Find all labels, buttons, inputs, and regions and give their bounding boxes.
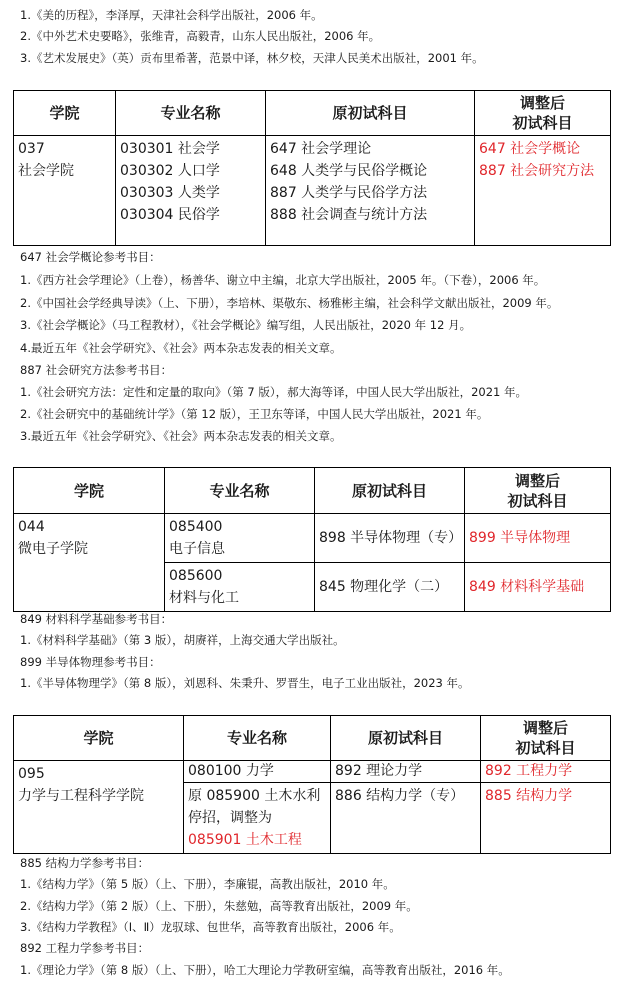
ref-item: 3.《社会学概论》（马工程教材），《社会学概论》编写组，人民出版社，2020 年 12 月。 bbox=[20, 318, 472, 332]
ref-item: 2.《中国社会学经典导读》（上、下册），李培林、渠敬东、杨雅彬主编，社会科学文献出版社，2009 年。 bbox=[20, 296, 559, 310]
header-original: 原初试科目 bbox=[266, 91, 475, 136]
adjusted-cell: 892 工程力学 bbox=[481, 761, 611, 783]
adjusted-cell: 899 半导体物理 bbox=[465, 514, 611, 563]
adjusted-cell: 647 社会学概论 887 社会研究方法 bbox=[475, 136, 611, 246]
header-adjusted: 调整后 初试科目 bbox=[465, 468, 611, 514]
header-major: 专业名称 bbox=[165, 468, 315, 514]
ref-item: 1.《社会研究方法：定性和定量的取向》（第 7 版），郝大海等译，中国人民大学出版社，2021 年。 bbox=[20, 385, 528, 399]
ref-item: 1.《半导体物理学》（第 8 版），刘恩科、朱秉升、罗晋生，电子工业出版社，2023 年。 bbox=[20, 676, 470, 690]
original-cell: 892 理论力学 bbox=[331, 761, 481, 783]
college-cell: 044 微电子学院 bbox=[14, 514, 165, 612]
table-mechanics bbox=[13, 715, 611, 854]
original-cell: 845 物理化学（二） bbox=[315, 563, 465, 612]
ref-heading: 647 社会学概论参考书目： bbox=[20, 250, 161, 264]
major-cell: 030301 社会学 030302 人口学 030303 人类学 030304 民俗学 bbox=[116, 136, 266, 246]
ref-item: 2.《社会研究中的基础统计学》（第 12 版），王卫东等译，中国人民大学出版社，2021 年。 bbox=[20, 407, 489, 421]
major-cell: 085600 材料与化工 bbox=[165, 563, 315, 612]
header-adjusted: 调整后 初试科目 bbox=[475, 91, 611, 136]
ref-item: 1.《理论力学》（第 8 版）（上、下册），哈工大理论力学教研室编，高等教育出版社，2016 年。 bbox=[20, 963, 510, 977]
header-original: 原初试科目 bbox=[331, 716, 481, 761]
ref-item: 1.《材料科学基础》（第 3 版），胡赓祥，上海交通大学出版社。 bbox=[20, 633, 345, 647]
header-major: 专业名称 bbox=[116, 91, 266, 136]
ref-heading: 892 工程力学参考书目： bbox=[20, 941, 150, 955]
original-cell: 886 结构力学（专） bbox=[331, 783, 481, 854]
ref-item: 1.《西方社会学理论》（上卷），杨善华、谢立中主编，北京大学出版社，2005 年。（下卷），2006 年。 bbox=[20, 273, 546, 287]
major-cell: 080100 力学 bbox=[184, 761, 331, 783]
college-cell: 095 力学与工程科学学院 bbox=[14, 761, 184, 854]
top-ref-1: 1.《美的历程》，李泽厚，天津社会科学出版社，2006 年。 bbox=[20, 8, 323, 22]
college-cell: 037 社会学院 bbox=[14, 136, 116, 246]
major-cell: 085400 电子信息 bbox=[165, 514, 315, 563]
ref-item: 3.最近五年《社会学研究》、《社会》两本杂志发表的相关文章。 bbox=[20, 429, 342, 443]
header-major: 专业名称 bbox=[184, 716, 331, 761]
header-original: 原初试科目 bbox=[315, 468, 465, 514]
ref-item: 1.《结构力学》（第 5 版）（上、下册），李廉锟，高教出版社，2010 年。 bbox=[20, 877, 395, 891]
top-ref-2: 2.《中外艺术史要略》，张维青，高毅青，山东人民出版社，2006 年。 bbox=[20, 29, 381, 43]
ref-heading: 887 社会研究方法参考书目： bbox=[20, 363, 173, 377]
ref-heading: 885 结构力学参考书目： bbox=[20, 856, 150, 870]
major-cell: 原 085900 土木水利 停招，调整为 085901 土木工程 bbox=[184, 783, 331, 854]
ref-heading: 899 半导体物理参考书目： bbox=[20, 655, 161, 669]
adjusted-cell: 849 材料科学基础 bbox=[465, 563, 611, 612]
original-cell: 647 社会学理论 648 人类学与民俗学概论 887 人类学与民俗学方法 888 社会调查与统计方法 bbox=[266, 136, 475, 246]
header-college: 学院 bbox=[14, 716, 184, 761]
top-ref-3: 3.《艺术发展史》（英）贡布里希著，范景中译，林夕校，天津人民美术出版社，2001 年。 bbox=[20, 51, 484, 65]
header-college: 学院 bbox=[14, 468, 165, 514]
ref-item: 4.最近五年《社会学研究》、《社会》两本杂志发表的相关文章。 bbox=[20, 341, 342, 355]
header-adjusted: 调整后 初试科目 bbox=[481, 716, 611, 761]
original-cell: 898 半导体物理（专） bbox=[315, 514, 465, 563]
table-sociology bbox=[13, 90, 611, 246]
adjusted-cell: 885 结构力学 bbox=[481, 783, 611, 854]
ref-heading: 849 材料科学基础参考书目： bbox=[20, 612, 173, 626]
ref-item: 3.《结构力学教程》（Ⅰ、Ⅱ）龙驭球、包世华，高等教育出版社，2006 年。 bbox=[20, 920, 401, 934]
header-college: 学院 bbox=[14, 91, 116, 136]
ref-item: 2.《结构力学》（第 2 版）（上、下册），朱慈勉，高等教育出版社，2009 年。 bbox=[20, 899, 418, 913]
table-microelectronics bbox=[13, 467, 611, 612]
